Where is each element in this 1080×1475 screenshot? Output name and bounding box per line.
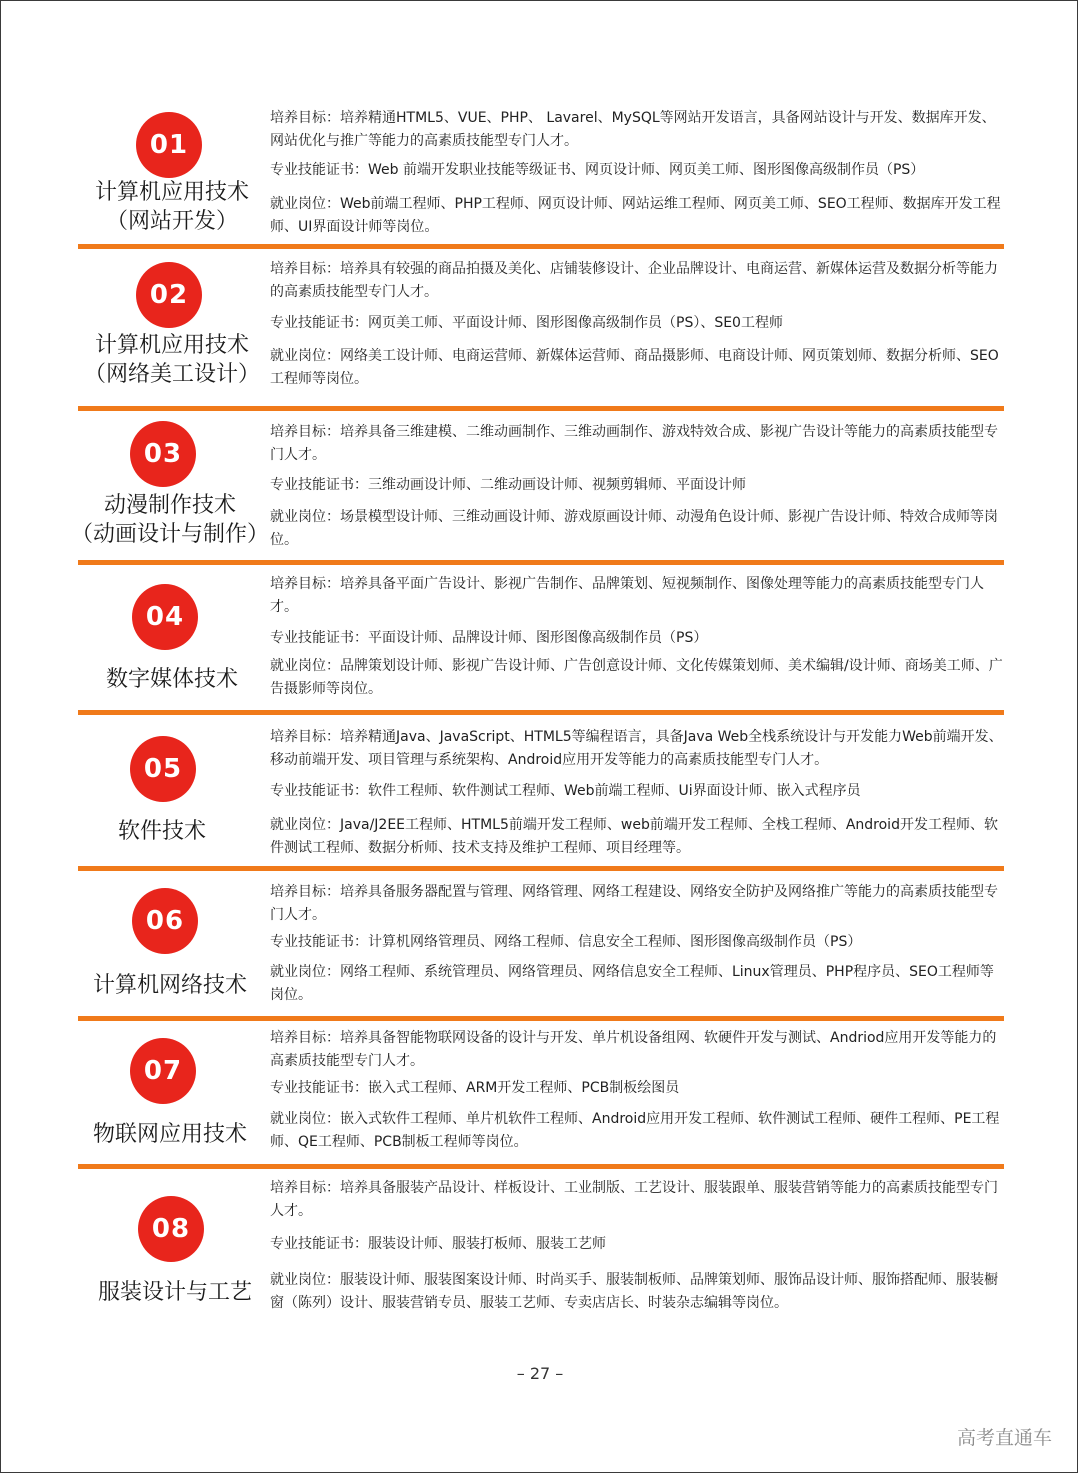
major-title-line1: 软件技术: [117, 819, 206, 844]
major-goal: 培养目标：培养具备平面广告设计、影视广告制作、品牌策划、短视频制作、图像处理等能力的高素质技能型专门人才。: [270, 576, 984, 615]
section-divider: [78, 1164, 1004, 1169]
major-title-line1: 计算机应用技术: [94, 180, 249, 205]
major-jobs: 就业岗位：品牌策划设计师、影视广告设计师、广告创意设计师、文化传媒策划师、美术编辑/设计师、商场美工师、广告摄影师等岗位。: [270, 658, 1003, 697]
major-jobs: 就业岗位：网络工程师、系统管理员、网络管理员、网络信息安全工程师、Linux管理员、PHP程序员、SEO工程师等岗位。: [270, 964, 994, 1003]
major-number-badge: 03: [130, 421, 196, 487]
major-goal: 培养目标：培养具备三维建模、二维动画制作、三维动画制作、游戏特效合成、影视广告设计等能力的高素质技能型专门人才。: [270, 424, 998, 463]
major-title-line1: 计算机网络技术: [92, 973, 247, 998]
section-divider: [78, 866, 1004, 871]
major-title: [70, 491, 270, 549]
major-title: [74, 1120, 266, 1149]
major-number-badge: 04: [132, 584, 198, 650]
major-section-07: [78, 1026, 1004, 1164]
major-number-badge: 07: [130, 1038, 196, 1104]
major-section-01: [78, 104, 1004, 244]
major-section-06: [78, 878, 1004, 1018]
major-goal: 培养目标：培养精通Java、JavaScript、HTML5等编程语言，具备Java Web全栈系统设计与开发能力Web前端开发、移动前端开发、项目管理与系统架构、Android应用开发等能力的高素质技能型专门人才。: [270, 729, 1003, 768]
section-divider: [78, 710, 1004, 715]
major-title-line1: 服装设计与工艺: [97, 1280, 252, 1305]
major-title-line1: 动漫制作技术: [103, 493, 236, 518]
page-number: – 27 –: [516, 1364, 564, 1383]
major-cert: 专业技能证书：Web 前端开发职业技能等级证书、网页设计师、网页美工师、图形图像高级制作员（PS）: [270, 162, 925, 178]
major-cert: 专业技能证书：服装设计师、服装打板师、服装工艺师: [270, 1236, 606, 1252]
major-goal: 培养目标：培养具备服务器配置与管理、网络管理、网络工程建设、网络安全防护及网络推广等能力的高素质技能型专门人才。: [270, 884, 998, 923]
major-section-03: [70, 418, 1004, 560]
major-section-05: [78, 724, 1004, 866]
major-cert: 专业技能证书：平面设计师、品牌设计师、图形图像高级制作员（PS）: [270, 630, 708, 646]
section-divider: [78, 560, 1004, 565]
major-title-line1: 物联网应用技术: [92, 1122, 247, 1147]
major-number-badge: 08: [138, 1196, 204, 1262]
major-title: [72, 971, 268, 1000]
major-goal: 培养目标：培养具备智能物联网设备的设计与开发、单片机设备组网、软硬件开发与测试、Andriod应用开发等能力的高素质技能型专门人才。: [270, 1030, 997, 1069]
major-goal: 培养目标：培养具备服装产品设计、样板设计、工业制版、工艺设计、服装跟单、服装营销等能力的高素质技能型专门人才。: [270, 1180, 998, 1219]
major-goal: 培养目标：培养具有较强的商品拍摄及美化、店铺装修设计、企业品牌设计、电商运营、新媒体运营及数据分析等能力的高素质技能型专门人才。: [270, 261, 998, 300]
major-number-badge: 05: [130, 736, 196, 802]
major-title-line1: 计算机应用技术: [94, 333, 249, 358]
watermark-text: 高考直通车: [956, 1427, 1052, 1449]
section-divider: [78, 244, 1004, 249]
major-cert: 专业技能证书：软件工程师、软件测试工程师、Web前端工程师、Ui界面设计师、嵌入式程序员: [270, 783, 861, 799]
major-cert: 专业技能证书：网页美工师、平面设计师、图形图像高级制作员（PS）、SE0工程师: [270, 315, 783, 331]
major-jobs: 就业岗位：嵌入式软件工程师、单片机软件工程师、Android应用开发工程师、软件测试工程师、硬件工程师、PE工程师、QE工程师、PCB制板工程师等岗位。: [270, 1111, 1000, 1150]
major-title: [74, 331, 270, 389]
section-divider: [78, 1016, 1004, 1021]
major-title: [68, 817, 256, 846]
major-jobs: 就业岗位：网络美工设计师、电商运营师、新媒体运营师、商品摄影师、电商设计师、网页策划师、数据分析师、SEO工程师等岗位。: [270, 348, 999, 387]
major-section-04: [78, 572, 1004, 710]
major-section-08: [78, 1176, 1004, 1316]
major-title-line1: 数字媒体技术: [105, 667, 238, 692]
major-jobs: 就业岗位：服装设计师、服装图案设计师、时尚买手、服装制板师、品牌策划师、服饰品设计师、服饰搭配师、服装橱窗（陈列）设计、服装营销专员、服装工艺师、专卖店店长、时装杂志编辑等岗位。: [270, 1272, 998, 1311]
major-goal: 培养目标：培养精通HTML5、VUE、PHP、 Lavarel、MySQL等网站开发语言，具备网站设计与开发、数据库开发、网站优化与推广等能力的高素质技能型专门人才。: [270, 110, 996, 149]
major-cert: 专业技能证书：嵌入式工程师、ARM开发工程师、PCB制板绘图员: [270, 1080, 680, 1096]
major-title-line2: （网络美工设计）: [83, 362, 260, 387]
major-number-badge: 02: [136, 262, 202, 328]
major-jobs: 就业岗位：Web前端工程师、PHP工程师、网页设计师、网站运维工程师、网页美工师、SEO工程师、数据库开发工程师、UI界面设计师等岗位。: [270, 196, 1001, 235]
section-divider: [78, 406, 1004, 411]
major-cert: 专业技能证书：计算机网络管理员、网络工程师、信息安全工程师、图形图像高级制作员（PS）: [270, 934, 862, 950]
major-title: [78, 665, 266, 694]
major-jobs: 就业岗位：Java/J2EE工程师、HTML5前端开发工程师、web前端开发工程师、全栈工程师、Android开发工程师、软件测试工程师、数据分析师、技术支持及维护工程师、项目经理等。: [270, 817, 998, 856]
major-number-badge: 06: [132, 888, 198, 954]
major-title-line2: （网站开发）: [105, 209, 238, 234]
major-title-line2: （动画设计与制作）: [70, 522, 269, 547]
major-jobs: 就业岗位：场景模型设计师、三维动画设计师、游戏原画设计师、动漫角色设计师、影视广告设计师、特效合成师等岗位。: [270, 509, 998, 548]
major-number-badge: 01: [136, 112, 202, 178]
major-title: [80, 1278, 270, 1307]
major-title: [78, 178, 266, 236]
major-cert: 专业技能证书：三维动画设计师、二维动画设计师、视频剪辑师、平面设计师: [270, 477, 746, 493]
major-section-02: [78, 256, 1004, 406]
